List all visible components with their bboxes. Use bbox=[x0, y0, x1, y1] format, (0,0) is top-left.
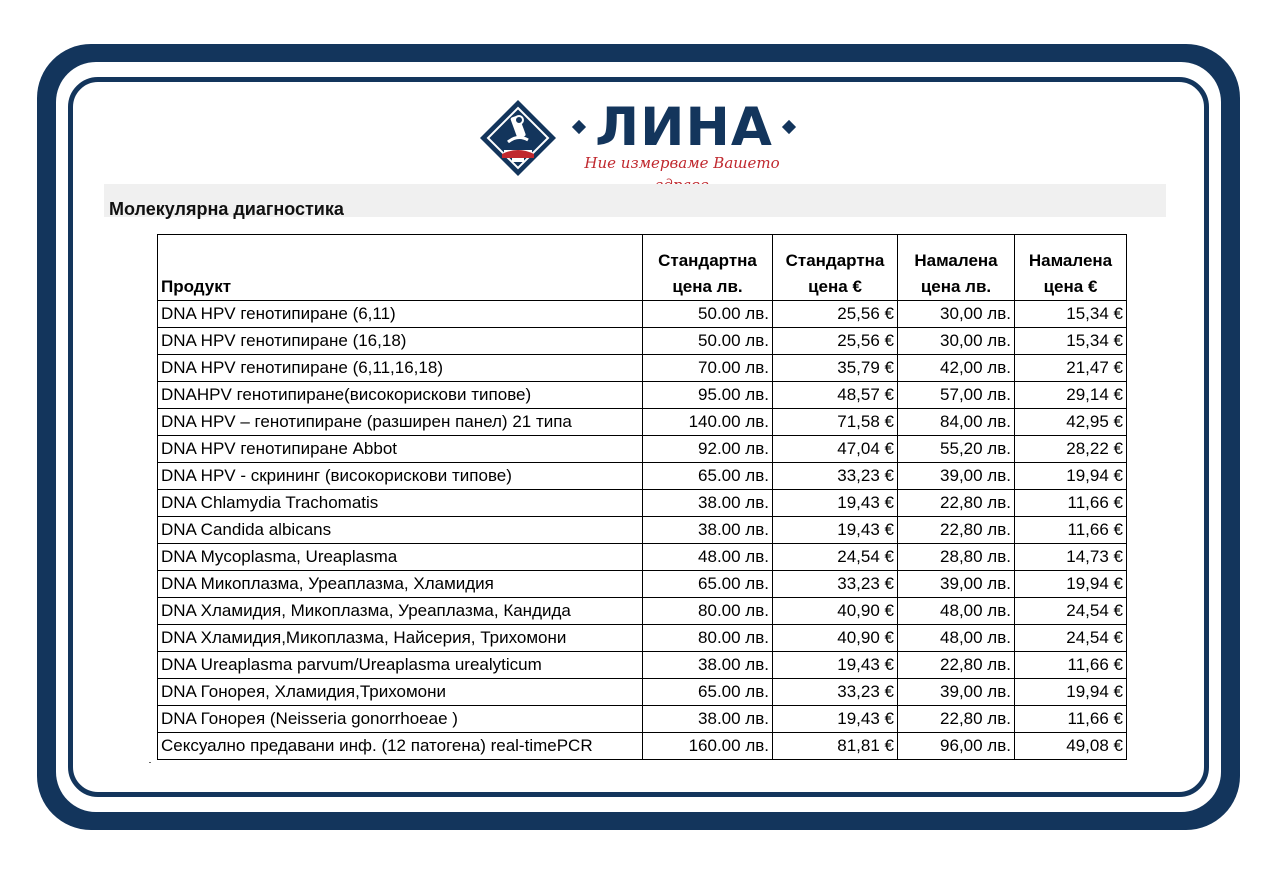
table-row bbox=[158, 490, 1127, 517]
cell-discount-price-bgn: 28,80 лв. bbox=[898, 544, 1015, 571]
cell-standard-price-bgn: 70.00 лв. bbox=[643, 355, 773, 382]
table-header-row bbox=[158, 235, 1127, 301]
cell-product: Сексуално предавани инф. (12 патогена) real-timePCR bbox=[158, 733, 643, 760]
cell-standard-price-bgn: 38.00 лв. bbox=[643, 490, 773, 517]
brand-name: ЛИНА bbox=[595, 97, 773, 158]
cell-discount-price-bgn: 22,80 лв. bbox=[898, 490, 1015, 517]
table-row bbox=[158, 328, 1127, 355]
cell-discount-price-eur: 42,95 € bbox=[1015, 409, 1127, 436]
cell-discount-price-eur: 29,14 € bbox=[1015, 382, 1127, 409]
microscope-emblem-icon bbox=[478, 98, 558, 178]
col-header-product: Продукт bbox=[158, 235, 643, 301]
cell-standard-price-bgn: 92.00 лв. bbox=[643, 436, 773, 463]
table-row bbox=[158, 436, 1127, 463]
cell-discount-price-eur: 11,66 € bbox=[1015, 706, 1127, 733]
cell-discount-price-eur: 19,94 € bbox=[1015, 679, 1127, 706]
cell-standard-price-eur: 19,43 € bbox=[773, 490, 898, 517]
cell-discount-price-bgn: 96,00 лв. bbox=[898, 733, 1015, 760]
col-header-line: Стандартна bbox=[658, 251, 757, 270]
cell-standard-price-eur: 40,90 € bbox=[773, 625, 898, 652]
cell-discount-price-bgn: 39,00 лв. bbox=[898, 679, 1015, 706]
cell-discount-price-eur: 28,22 € bbox=[1015, 436, 1127, 463]
cell-standard-price-bgn: 38.00 лв. bbox=[643, 652, 773, 679]
col-header-line: Намалена bbox=[914, 251, 998, 270]
cell-standard-price-bgn: 50.00 лв. bbox=[643, 328, 773, 355]
cell-standard-price-eur: 25,56 € bbox=[773, 328, 898, 355]
cell-standard-price-eur: 48,57 € bbox=[773, 382, 898, 409]
price-table bbox=[157, 234, 1127, 760]
cell-product: DNA HPV – генотипиране (разширен панел) 21 типа bbox=[158, 409, 643, 436]
table-row bbox=[158, 355, 1127, 382]
cell-standard-price-bgn: 80.00 лв. bbox=[643, 598, 773, 625]
cell-standard-price-bgn: 50.00 лв. bbox=[643, 301, 773, 328]
cell-discount-price-bgn: 84,00 лв. bbox=[898, 409, 1015, 436]
table-row bbox=[158, 706, 1127, 733]
cell-discount-price-bgn: 30,00 лв. bbox=[898, 328, 1015, 355]
cell-product: DNA Хламидия,Микоплазма, Найсерия, Трихомони bbox=[158, 625, 643, 652]
cell-discount-price-bgn: 57,00 лв. bbox=[898, 382, 1015, 409]
cell-standard-price-eur: 24,54 € bbox=[773, 544, 898, 571]
cell-product: DNA Ureaplasma parvum/Ureaplasma urealyticum bbox=[158, 652, 643, 679]
cell-discount-price-bgn: 22,80 лв. bbox=[898, 652, 1015, 679]
cell-discount-price-bgn: 39,00 лв. bbox=[898, 571, 1015, 598]
cell-product: DNA Хламидия, Микоплазма, Уреаплазма, Кандида bbox=[158, 598, 643, 625]
cell-product: DNA HPV генотипиране Abbot bbox=[158, 436, 643, 463]
stray-mark bbox=[149, 762, 151, 763]
table-row bbox=[158, 409, 1127, 436]
cell-standard-price-bgn: 65.00 лв. bbox=[643, 571, 773, 598]
cell-discount-price-eur: 11,66 € bbox=[1015, 652, 1127, 679]
cell-product: DNA HPV генотипиране (6,11,16,18) bbox=[158, 355, 643, 382]
cell-discount-price-eur: 15,34 € bbox=[1015, 301, 1127, 328]
cell-standard-price-bgn: 38.00 лв. bbox=[643, 517, 773, 544]
col-header-line: Намалена bbox=[1028, 251, 1113, 270]
cell-standard-price-eur: 47,04 € bbox=[773, 436, 898, 463]
col-header-line: цена лв. bbox=[920, 277, 992, 296]
col-header-standard-price-bgn bbox=[643, 235, 773, 301]
table-row bbox=[158, 625, 1127, 652]
col-header-line: цена лв. bbox=[672, 277, 743, 296]
cell-standard-price-eur: 33,23 € bbox=[773, 679, 898, 706]
cell-product: DNAHPV генотипиране(високорискови типове) bbox=[158, 382, 643, 409]
cell-discount-price-eur: 21,47 € bbox=[1015, 355, 1127, 382]
table-row bbox=[158, 544, 1127, 571]
cell-product: DNA Гонорея, Хламидия,Трихомони bbox=[158, 679, 643, 706]
cell-product: DNA Chlamydia Trachomatis bbox=[158, 490, 643, 517]
cell-product: DNA HPV генотипиране (16,18) bbox=[158, 328, 643, 355]
cell-standard-price-eur: 71,58 € bbox=[773, 409, 898, 436]
cell-standard-price-eur: 33,23 € bbox=[773, 571, 898, 598]
cell-product: DNA HPV - скрининг (високорискови типове) bbox=[158, 463, 643, 490]
cell-discount-price-bgn: 48,00 лв. bbox=[898, 625, 1015, 652]
cell-product: DNA HPV генотипиране (6,11) bbox=[158, 301, 643, 328]
table-row bbox=[158, 598, 1127, 625]
section-title: Молекулярна диагностика bbox=[109, 199, 344, 219]
cell-discount-price-bgn: 30,00 лв. bbox=[898, 301, 1015, 328]
cell-standard-price-bgn: 80.00 лв. bbox=[643, 625, 773, 652]
cell-discount-price-bgn: 39,00 лв. bbox=[898, 463, 1015, 490]
col-header-standard-price-eur bbox=[773, 235, 898, 301]
cell-standard-price-bgn: 48.00 лв. bbox=[643, 544, 773, 571]
table-row bbox=[158, 382, 1127, 409]
cell-product: DNA Микоплазма, Уреаплазма, Хламидия bbox=[158, 571, 643, 598]
cell-standard-price-eur: 19,43 € bbox=[773, 706, 898, 733]
cell-product: DNA Mycoplasma, Ureaplasma bbox=[158, 544, 643, 571]
cell-discount-price-eur: 24,54 € bbox=[1015, 625, 1127, 652]
cell-discount-price-bgn: 22,80 лв. bbox=[898, 517, 1015, 544]
cell-standard-price-eur: 33,23 € bbox=[773, 463, 898, 490]
table-row bbox=[158, 517, 1127, 544]
cell-product: DNA Candida albicans bbox=[158, 517, 643, 544]
col-header-line: Стандартна bbox=[785, 251, 885, 270]
cell-standard-price-eur: 19,43 € bbox=[773, 652, 898, 679]
cell-standard-price-eur: 19,43 € bbox=[773, 517, 898, 544]
table-row bbox=[158, 733, 1127, 760]
cell-discount-price-eur: 11,66 € bbox=[1015, 517, 1127, 544]
cell-standard-price-bgn: 65.00 лв. bbox=[643, 463, 773, 490]
cell-discount-price-eur: 14,73 € bbox=[1015, 544, 1127, 571]
table-row bbox=[158, 301, 1127, 328]
cell-discount-price-eur: 24,54 € bbox=[1015, 598, 1127, 625]
cell-discount-price-eur: 49,08 € bbox=[1015, 733, 1127, 760]
col-header-discount-price-bgn bbox=[898, 235, 1015, 301]
cell-discount-price-bgn: 48,00 лв. bbox=[898, 598, 1015, 625]
cell-discount-price-eur: 19,94 € bbox=[1015, 463, 1127, 490]
cell-standard-price-bgn: 65.00 лв. bbox=[643, 679, 773, 706]
table-row bbox=[158, 571, 1127, 598]
cell-standard-price-bgn: 140.00 лв. bbox=[643, 409, 773, 436]
table-row bbox=[158, 679, 1127, 706]
cell-standard-price-bgn: 95.00 лв. bbox=[643, 382, 773, 409]
cell-discount-price-eur: 19,94 € bbox=[1015, 571, 1127, 598]
cell-standard-price-eur: 25,56 € bbox=[773, 301, 898, 328]
col-header-discount-price-eur bbox=[1015, 235, 1127, 301]
table-row bbox=[158, 652, 1127, 679]
table-row bbox=[158, 463, 1127, 490]
cell-discount-price-eur: 15,34 € bbox=[1015, 328, 1127, 355]
cell-standard-price-eur: 81,81 € bbox=[773, 733, 898, 760]
col-header-line: цена € bbox=[1043, 277, 1098, 296]
cell-discount-price-eur: 11,66 € bbox=[1015, 490, 1127, 517]
cell-discount-price-bgn: 42,00 лв. bbox=[898, 355, 1015, 382]
cell-product: DNA Гонорея (Neisseria gonorrhoeae ) bbox=[158, 706, 643, 733]
brand-logo bbox=[478, 98, 808, 180]
cell-discount-price-bgn: 55,20 лв. bbox=[898, 436, 1015, 463]
cell-standard-price-eur: 40,90 € bbox=[773, 598, 898, 625]
col-header-line: цена € bbox=[808, 277, 862, 296]
cell-discount-price-bgn: 22,80 лв. bbox=[898, 706, 1015, 733]
cell-standard-price-bgn: 38.00 лв. bbox=[643, 706, 773, 733]
brand-tagline: Ние измерваме Вашето bbox=[584, 154, 780, 172]
cell-standard-price-bgn: 160.00 лв. bbox=[643, 733, 773, 760]
cell-standard-price-eur: 35,79 € bbox=[773, 355, 898, 382]
